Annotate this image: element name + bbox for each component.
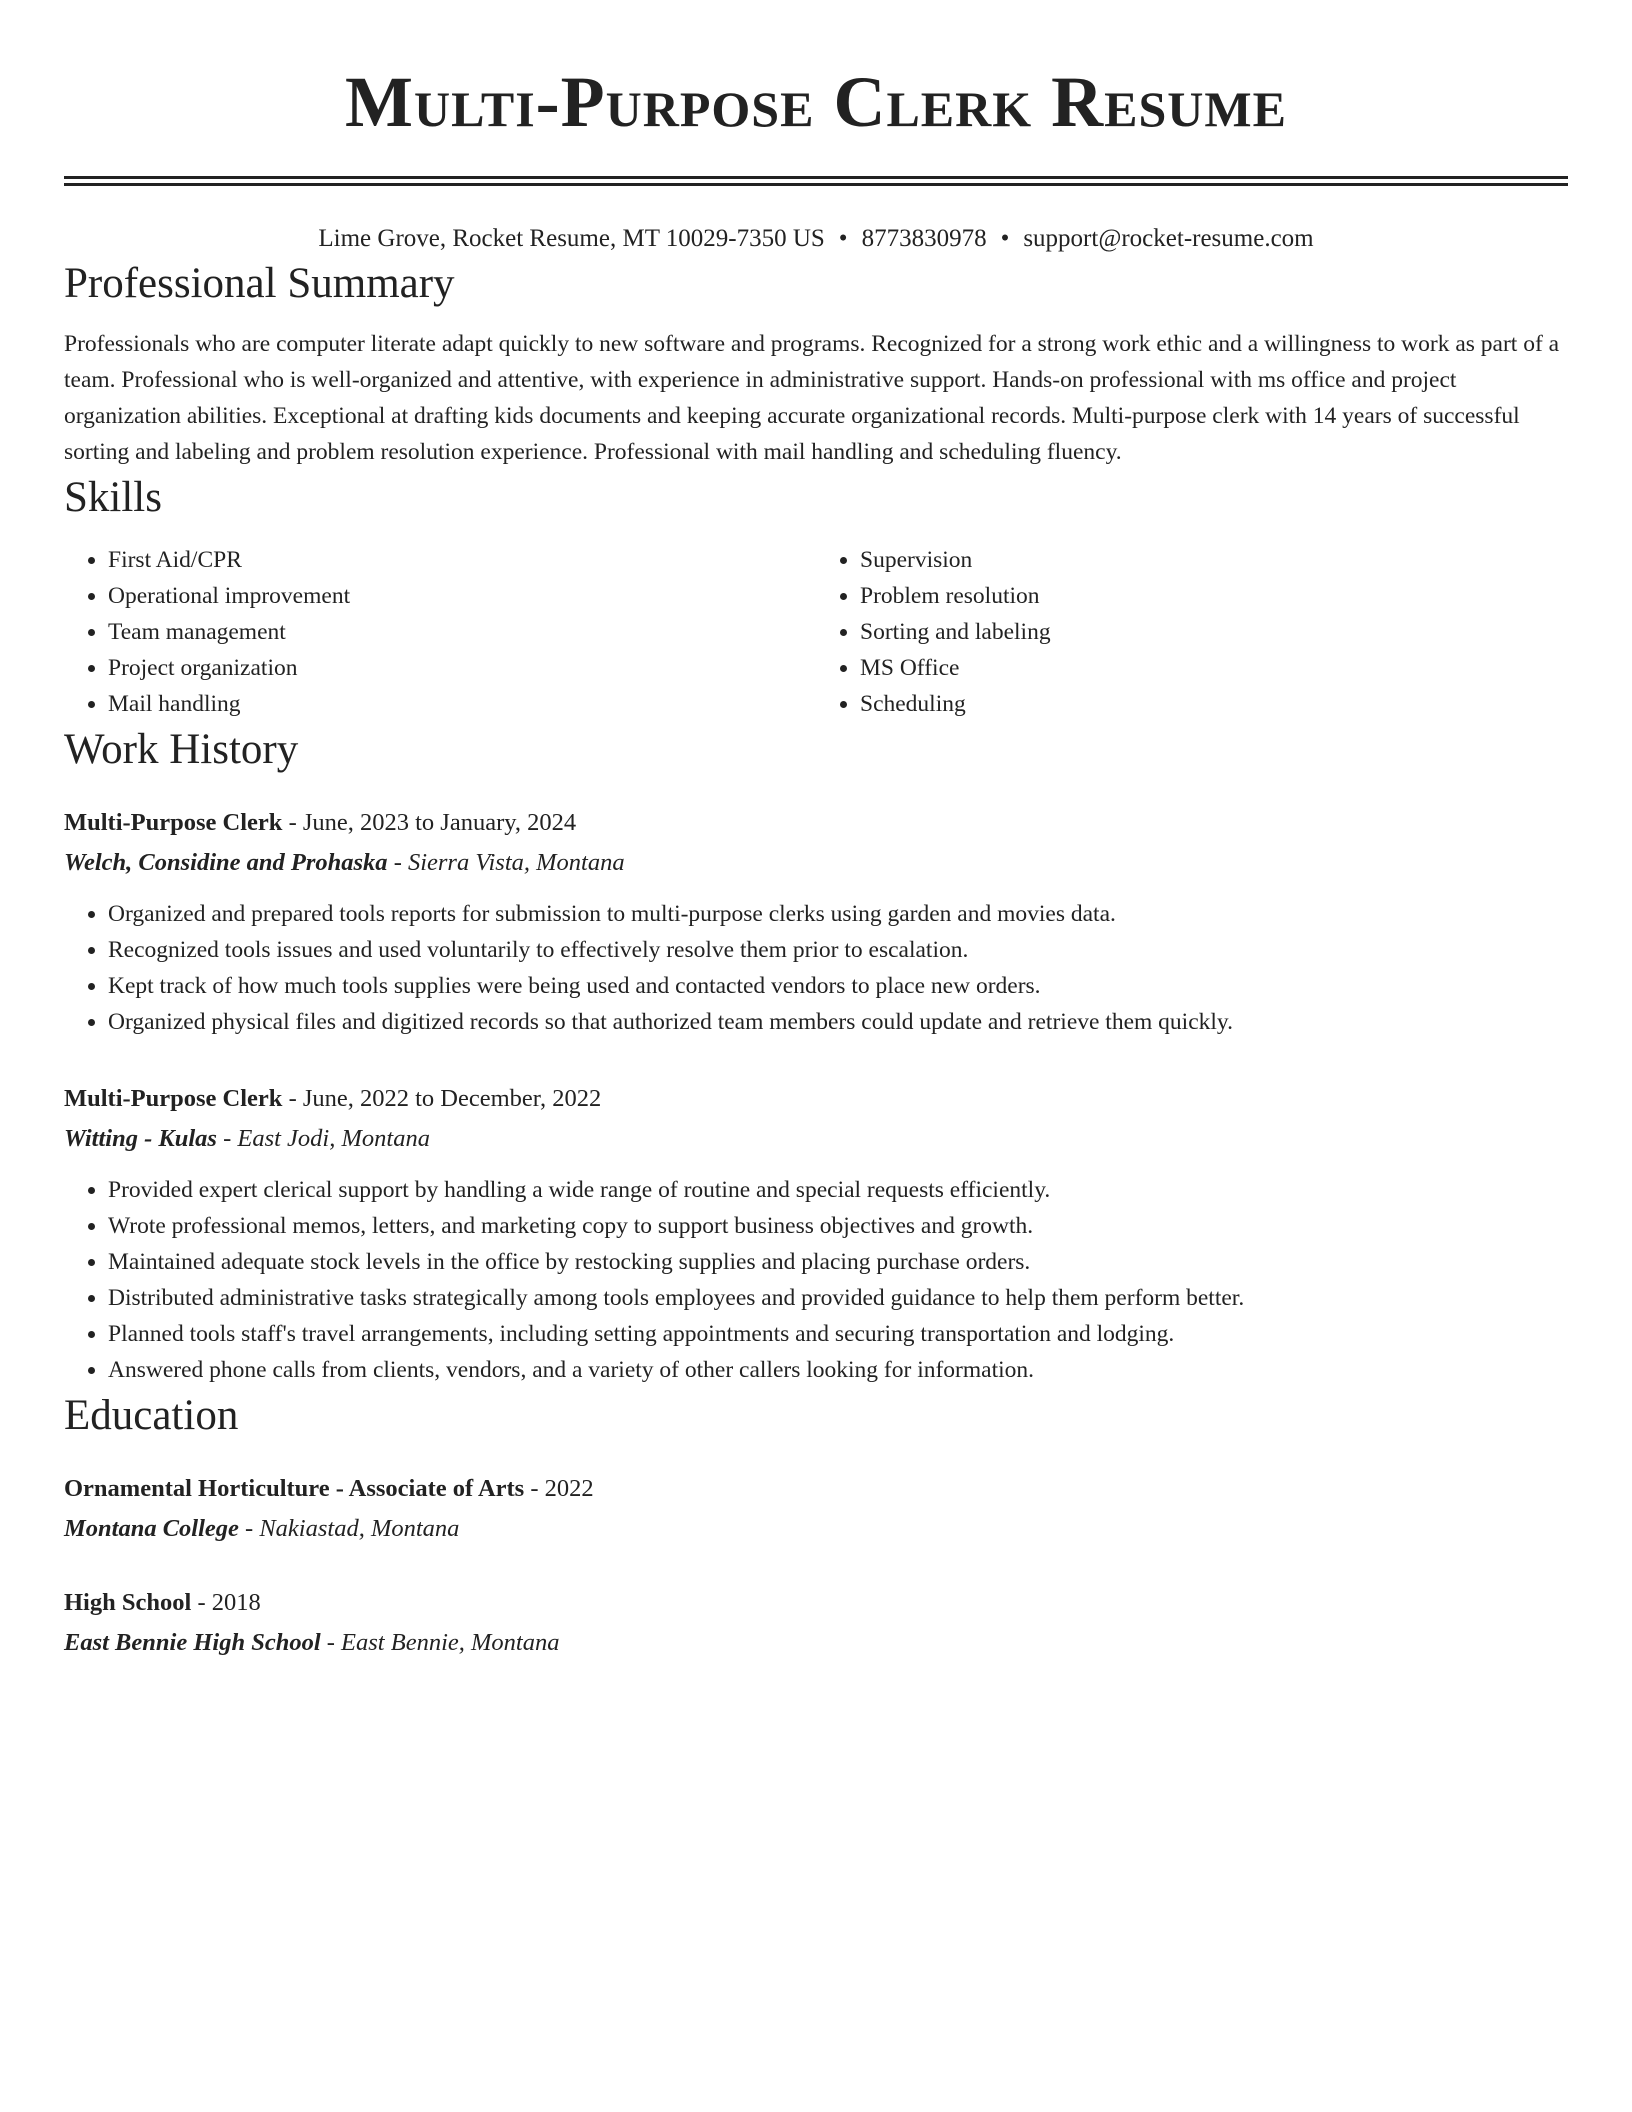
education-entry (64, 1584, 1568, 1662)
skills-grid (64, 542, 1568, 722)
job-location: - East Jodi, Montana (216, 1125, 430, 1152)
skill-item: • Operational improvement (108, 578, 816, 614)
skill-item: • Sorting and labeling (860, 614, 1568, 650)
education-heading: Education (64, 1392, 239, 1439)
job-title-line (64, 804, 1568, 842)
education-year: - 2018 (191, 1589, 261, 1616)
contact-separator: • (838, 225, 848, 252)
summary-text: Professionals who are computer literate adapt quickly to new software and programs. Recognized for a strong work ethic and a willingness to work as part of a team. Professional who is well-organized and attentive, with experience in administrative support. Hands-on professional with ms office and project organization abilities. Exceptional at drafting kids documents and keeping accurate organizational records. Multi-purpose clerk with 14 years of successful sorting and labeling and problem resolution experience. Professional with mail handling and scheduling fluency. (64, 331, 1560, 465)
skill-item: • Project organization (108, 650, 816, 686)
skill-item: • Mail handling (108, 686, 816, 722)
job-title: Multi-Purpose Clerk (64, 809, 283, 836)
job-company: Witting - Kulas (64, 1125, 217, 1152)
education-degree: Ornamental Horticulture - Associate of Arts (64, 1475, 525, 1502)
education-school-line (64, 1624, 1568, 1662)
skill-item: • Scheduling (860, 686, 1568, 722)
job-dates: - June, 2022 to December, 2022 (282, 1085, 602, 1112)
job-dates: - June, 2023 to January, 2024 (282, 809, 577, 836)
skill-item: • Problem resolution (860, 578, 1568, 614)
job-duties (64, 896, 1568, 1040)
job-entry (64, 804, 1568, 1040)
skill-item: • MS Office (860, 650, 1568, 686)
job-duty: • Wrote professional memos, letters, and marketing copy to support business objectives and growth. (108, 1208, 1568, 1244)
contact-address: Lime Grove, Rocket Resume, MT 10029-7350 US (318, 225, 825, 252)
job-duty: • Organized physical files and digitized records so that authorized team members could update and retrieve them quickly. (108, 1004, 1568, 1040)
job-company-line (64, 1120, 1568, 1158)
contact-email: support@rocket-resume.com (1023, 225, 1314, 252)
job-title-line (64, 1080, 1568, 1118)
education-entry (64, 1470, 1568, 1548)
job-company-line (64, 844, 1568, 882)
education-location: - Nakiastad, Montana (238, 1515, 460, 1542)
skill-item: • Supervision (860, 542, 1568, 578)
resume-title: Multi-Purpose Clerk Resume (345, 62, 1287, 142)
job-duties (64, 1172, 1568, 1388)
job-duty: • Provided expert clerical support by handling a wide range of routine and special requests efficiently. (108, 1172, 1568, 1208)
job-duty: • Answered phone calls from clients, vendors, and a variety of other callers looking for information. (108, 1352, 1568, 1388)
skills-column-left (64, 542, 816, 722)
education-degree-line (64, 1470, 1568, 1508)
education-school: Montana College (64, 1515, 239, 1542)
skill-item: • Team management (108, 614, 816, 650)
skills-heading: Skills (64, 474, 162, 521)
job-company: Welch, Considine and Prohaska (64, 849, 388, 876)
education-year: - 2022 (524, 1475, 594, 1502)
job-duty: • Organized and prepared tools reports for submission to multi-purpose clerks using garden and movies data. (108, 896, 1568, 932)
job-duty: • Planned tools staff's travel arrangements, including setting appointments and securing transportation and lodging. (108, 1316, 1568, 1352)
job-location: - Sierra Vista, Montana (387, 849, 625, 876)
job-title: Multi-Purpose Clerk (64, 1085, 283, 1112)
skill-item: • First Aid/CPR (108, 542, 816, 578)
education-location: - East Bennie, Montana (320, 1629, 560, 1656)
education-school-line (64, 1510, 1568, 1548)
education-degree: High School (64, 1589, 192, 1616)
job-duty: • Distributed administrative tasks strategically among tools employees and provided guidance to help them perform better. (108, 1280, 1568, 1316)
job-duty: • Kept track of how much tools supplies were being used and contacted vendors to place new orders. (108, 968, 1568, 1004)
job-duty: • Recognized tools issues and used voluntarily to effectively resolve them prior to escalation. (108, 932, 1568, 968)
job-duty: • Maintained adequate stock levels in the office by restocking supplies and placing purchase orders. (108, 1244, 1568, 1280)
job-entry (64, 1080, 1568, 1388)
contact-separator: • (1000, 225, 1010, 252)
skills-column-right (816, 542, 1568, 722)
title-divider (64, 176, 1568, 186)
contact-line (64, 222, 1568, 256)
work-history-heading: Work History (64, 726, 299, 773)
summary-heading: Professional Summary (64, 260, 455, 307)
education-school: East Bennie High School (64, 1629, 321, 1656)
contact-phone: 8773830978 (861, 225, 987, 252)
education-degree-line (64, 1584, 1568, 1622)
